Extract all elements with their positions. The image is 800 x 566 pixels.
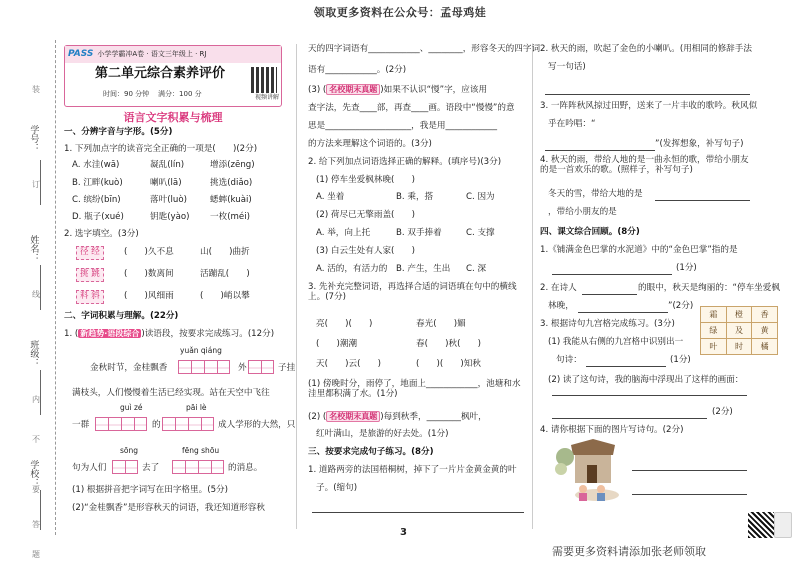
passage-line: 句为人们 [72,463,107,473]
option-c3: 蟋蟀(kuài) [210,195,252,205]
option-a1: A. 水洼(wā) [72,160,120,170]
option-b1: B. 江畔(kuò) [72,178,123,188]
sentence-question: 子。(缩句) [316,483,358,493]
name-label: 姓名： [28,235,39,262]
part-one-heading: 一、分辨字音与字形。(5分) [64,127,173,137]
sub-question: (1) 傍晚时分，雨停了，地面上____________，池塘和水洼里都积满了水。(1分) [308,379,521,399]
question-1: 1. 下列加点字的读音完全正确的一项是( )(2分) [64,144,258,154]
passage-line: 满枝头，人们慢慢着生活已经实现。站在天空中飞往 [72,388,270,398]
exam-score: 满分：100 分 [158,90,202,98]
qr-code-icon[interactable] [748,512,774,538]
student-id-label: 学号： [28,125,39,152]
passage-line: 的消息。 [228,463,263,473]
sub-question: (3) 白云生处有人家( ) [316,246,415,256]
review-question: 4. 请你根据下面的图片写诗句。(2分) [540,425,684,435]
option: C. 支撑 [466,228,495,238]
passage-line: 子挂 [278,363,296,373]
sentence-question: 1. 道路两旁的法国梧桐树，掉下了一片片金黄金黄的叶 [308,465,517,475]
passage-line: 去了 [142,463,160,473]
sub-question: (2)“金桂飘香”是形容秋天的词语，我还知道形容秋 [72,503,265,513]
option-b2: 喇叭(lā) [150,178,182,188]
review-question: ”(2分) [668,301,694,311]
seal-char: 内 [32,395,40,404]
word-blank[interactable]: 春( )秋( ) [416,339,481,349]
right-question: 冬天的雪，带给大地的是 [548,189,643,199]
mid-line: (3) ( 名校期末真题 )如果不认识“慢”字，应该用 [308,85,488,95]
pinyin-hint: fēng shōu [182,446,220,455]
tianzige-grid[interactable] [248,360,274,374]
school-line [40,490,41,530]
seal-char: 装 [32,85,40,94]
tianzige-grid[interactable] [112,460,138,474]
option: C. 因为 [466,192,495,202]
option-a2: 凝乱(lín) [150,160,185,170]
review-question: 林晚， [548,301,574,311]
grid-char: 橙 [726,307,752,323]
option-c1: C. 缤纷(bīn) [72,195,121,205]
sub-question: (2) 荷尽已无擎雨盖( ) [316,210,415,220]
header-box [64,45,282,107]
option: B. 乘，搭 [396,192,434,202]
trend-tag: 新趋势·语段综合 [80,329,140,338]
answer-line[interactable] [545,150,655,151]
fill-blank[interactable]: ( )久不息 [124,247,174,257]
right-question: ”(发挥想象，补写句子) [655,139,744,149]
option-a3: 增添(zēng) [210,160,255,170]
review-question: (1) 我能从右侧的九宫格中识别出一 [548,337,684,347]
mid-line: 天的四字词语有____________、________，形容冬天的四字词 [308,44,541,54]
grid-char: 及 [726,323,752,339]
page-title: 第二单元综合素养评价 [94,66,225,81]
word-blank[interactable]: ( )( )知秋 [416,359,481,369]
tianzige-grid[interactable] [172,460,224,474]
answer-line[interactable] [552,418,707,419]
sub-question: (1) 停车坐爱枫林晚( ) [316,175,415,185]
option: C. 深 [466,264,487,274]
mid-line: 的方法来理解这个词语的。(3分) [308,139,432,149]
question-mid-2: 2. 给下列加点词语选择正确的解释。(填序号)(3分) [308,157,502,167]
char-choice-box: 径 经 [76,246,104,260]
column-divider [532,44,533,529]
sub-question: 红叶满山，是旅游的好去处。(1分) [316,429,449,439]
review-question: (2分) [712,407,733,417]
brand-logo: PASS [68,49,94,60]
fill-blank[interactable]: 活蹦乱( ) [200,269,250,279]
class-label: 班级： [28,340,39,367]
tianzige-grid[interactable] [95,417,147,431]
exam-time: 时间：90 分钟 [103,90,150,98]
section-title: 语言文字积累与梳理 [123,111,223,124]
word-blank[interactable]: 天( )云( ) [316,359,381,369]
review-question: 3. 根据诗句九宫格完成练习。(3分) [540,319,675,329]
grid-char: 香 [752,307,778,323]
answer-line[interactable] [312,512,524,513]
part-two-heading: 二、字词积累与理解。(22分) [64,311,179,321]
word-blank[interactable]: 春光( )媚 [416,319,466,329]
school-label: 学校： [28,460,39,487]
fill-blank[interactable]: ( )风细雨 [124,291,174,301]
class-line [40,370,41,415]
pinyin-hint: pāi lè [186,403,207,412]
right-question: ，带给小朋友的是 [548,207,617,217]
bottom-note: 需要更多资料请添加张老师领取 [552,545,706,558]
mid-line: 思是____________________，我是用____________ [308,121,498,131]
option: A. 举，向上托 [316,228,371,238]
student-id-line [40,160,41,205]
name-line [40,265,41,310]
pinyin-hint: guì zé [120,403,143,412]
autumn-illustration [553,435,623,505]
char-choice-box: 挑 跳 [76,268,104,282]
option-d2: 钥匙(yào) [150,212,190,222]
exam-tag: 名校期末真题 [326,84,380,95]
option: B. 双手捧着 [396,228,442,238]
passage-line: 的 [152,420,161,430]
review-question: (1分) [670,355,691,365]
question-2: 2. 选字填空。(3分) [64,229,139,239]
page-number: 3 [400,527,407,538]
grid-char: 叶 [701,339,727,355]
sub-question: (2) ( 名校期末真题 )每到秋季，________枫叶， [308,412,487,422]
answer-line[interactable] [586,366,666,367]
sub-question: (1) 根据拼音把字词写在田字格里。(5分) [72,485,228,495]
passage-line: 外 [238,363,247,373]
grid-char: 霜 [701,307,727,323]
review-question: 的眼中，秋天是绚丽的：“停车坐爱枫 [638,283,780,293]
question-3: 1. ( 新趋势·语段综合 )读语段，按要求完成练习。(12分) [64,329,275,339]
fill-blank[interactable]: 山( )曲折 [200,247,250,257]
right-question: 2. 秋天的雨，吹起了金色的小喇叭。(用相同的修辞手法 [540,44,752,54]
seal-char: 要 [32,485,40,494]
mid-line: 语有____________。(2分) [308,65,407,75]
review-question: 2. 在诗人 [540,283,577,293]
review-question: 句诗： [556,355,582,365]
option-d1: D. 瓶子(xué) [72,212,124,222]
avatar [774,512,792,538]
part-three-heading: 三、按要求完成句子练习。(8分) [308,447,434,457]
answer-line[interactable] [545,94,750,95]
tianzige-grid[interactable] [162,417,214,431]
right-question: 3. 一阵阵秋风掠过田野，送来了一片丰收的歌吟。秋风似 [540,101,758,111]
poem-grid [700,306,778,355]
seal-char: 题 [32,550,40,559]
exam-tag: 名校期末真题 [326,411,380,422]
answer-line[interactable] [578,312,668,313]
qr-code-icon[interactable] [251,67,277,93]
seal-char: 不 [32,435,40,444]
fill-blank[interactable]: ( )数离间 [124,269,174,279]
qr-caption: 视频讲解 [254,94,279,101]
review-question: 1.《铺满金色巴掌的水泥道》中的“金色巴掌”指的是 [540,245,738,255]
grid-char: 绿 [701,323,727,339]
option-b3: 挑选(diǎo) [210,178,253,188]
pinyin-hint: sōng [120,446,139,455]
option: B. 产生，生出 [396,264,451,274]
seal-char: 答 [32,520,40,529]
answer-line[interactable] [582,294,637,295]
word-blank[interactable]: ( )潮潮 [316,339,358,349]
right-question: 乎在吟唱：“ [548,119,596,129]
option: A. 坐着 [316,192,345,202]
pinyin-hint: yuǎn qiáng [180,346,222,355]
series-title: 小学学霸冲A卷 · 语文三年级上 · RJ [97,50,207,59]
answer-line[interactable] [655,200,750,201]
top-note: 领取更多资料在公众号：孟母鸡娃 [313,6,487,19]
passage-line: 金秋时节，金桂飘香 [90,363,168,373]
answer-line[interactable] [552,274,672,275]
option-c2: 落叶(luò) [150,195,187,205]
part-four-heading: 四、课文综合回顾。(8分) [540,227,640,237]
review-question: (1分) [676,263,697,273]
right-question: 4. 秋天的雨，带给人地的是一曲永恒的歌，带给小朋友的是一首欢乐的歌。(照样子，补写句子) [540,155,749,175]
char-choice-box: 料 斜 [76,290,104,304]
grid-char: 黄 [752,323,778,339]
answer-line[interactable] [632,494,747,495]
tianzige-grid[interactable] [178,360,230,374]
exam-meta [103,90,202,98]
right-question: 写一句话) [548,62,586,72]
header-banner [65,46,281,63]
review-question: (2) 读了这句诗，我的脑海中浮现出了这样的画面： [548,375,744,385]
question-mid-3: 3. 先补充完整词语，再选择合适的词语填在句中的横线上。(7分) [308,282,517,302]
column-divider [296,44,297,529]
fill-blank[interactable]: ( )峭以攀 [200,291,250,301]
seal-char: 订 [32,180,40,189]
option: A. 活的，有活力的 [316,264,388,274]
grid-char: 时 [726,339,752,355]
word-blank[interactable]: 亮( )( ) [316,319,373,329]
grid-char: 橘 [752,339,778,355]
option-d3: 一枚(méi) [210,212,250,222]
binding-strip [0,40,56,559]
passage-line: 一群 [72,420,90,430]
mid-line: 查字法，先查____部，再查____画。语段中“慢慢”的意 [308,103,515,113]
answer-line[interactable] [632,470,747,471]
passage-line: 成人学形的大然，只 [218,420,296,430]
seal-char: 线 [32,290,40,299]
answer-line[interactable] [552,395,747,396]
